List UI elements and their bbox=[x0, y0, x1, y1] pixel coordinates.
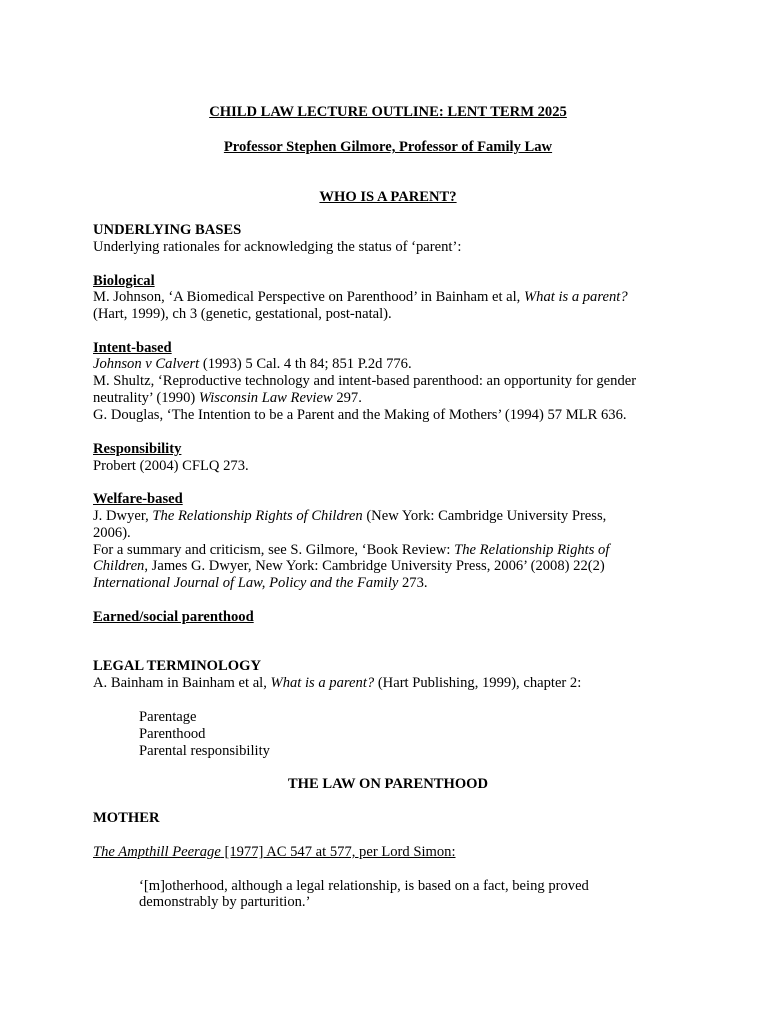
welfare-heading: Welfare-based bbox=[93, 491, 183, 507]
terminology-item-parental-responsibility: Parental responsibility bbox=[139, 743, 270, 759]
welfare-journal: International Journal of Law, Policy and the Family bbox=[93, 575, 399, 591]
biological-heading: Biological bbox=[93, 273, 155, 289]
terminology-text-1c: (Hart Publishing, 1999), chapter 2: bbox=[374, 675, 582, 691]
intent-heading: Intent-based bbox=[93, 340, 172, 356]
intent-text-3c: 297. bbox=[332, 390, 362, 406]
section-heading-who-is-a-parent: WHO IS A PARENT? bbox=[319, 189, 457, 205]
underlying-bases-intro: Underlying rationales for acknowledging the status of ‘parent’: bbox=[93, 239, 462, 255]
mother-case-name: The Ampthill Peerage bbox=[93, 844, 221, 860]
welfare-line-1 bbox=[93, 508, 683, 525]
welfare-text-3a: For a summary and criticism, see S. Gilmore, ‘Book Review: bbox=[93, 542, 455, 558]
responsibility-line-1: Probert (2004) CFLQ 273. bbox=[93, 458, 249, 474]
intent-journal: Wisconsin Law Review bbox=[198, 390, 333, 406]
welfare-text-1a: J. Dwyer, bbox=[93, 508, 153, 524]
terminology-item-parenthood: Parenthood bbox=[139, 726, 206, 742]
intent-case: Johnson v Calvert bbox=[93, 356, 200, 372]
terminology-line-1 bbox=[93, 675, 683, 692]
mother-case-line bbox=[93, 844, 683, 861]
intent-line-2: M. Shultz, ‘Reproductive technology and intent-based parenthood: an opportunity for gender bbox=[93, 373, 637, 389]
intent-cite: (1993) 5 Cal. 4 th 84; 851 P.2d 776. bbox=[199, 356, 412, 372]
mother-heading: MOTHER bbox=[93, 810, 160, 826]
welfare-text-5b: 273. bbox=[398, 575, 428, 591]
intent-line-1 bbox=[93, 356, 683, 373]
welfare-line-4 bbox=[93, 558, 683, 575]
welfare-text-4a: Children bbox=[93, 558, 145, 574]
section-heading-law-on-parenthood: THE LAW ON PARENTHOOD bbox=[287, 776, 489, 792]
welfare-text-3b: The Relationship Rights of bbox=[454, 542, 610, 558]
terminology-text-1b: What is a parent? bbox=[270, 675, 375, 691]
document-title: CHILD LAW LECTURE OUTLINE: LENT TERM 2025 bbox=[209, 104, 567, 120]
intent-line-3 bbox=[93, 390, 683, 407]
terminology-item-parentage: Parentage bbox=[139, 709, 197, 725]
underlying-bases-heading: UNDERLYING BASES bbox=[93, 222, 242, 238]
biological-text-1a: M. Johnson, ‘A Biomedical Perspective on Parenthood’ in Bainham et al, bbox=[93, 289, 524, 305]
legal-terminology-heading: LEGAL TERMINOLOGY bbox=[93, 658, 261, 674]
welfare-line-5 bbox=[93, 575, 683, 592]
welfare-line-2: 2006). bbox=[93, 525, 131, 541]
welfare-line-3 bbox=[93, 542, 683, 559]
intent-line-4: G. Douglas, ‘The Intention to be a Parent and the Making of Mothers’ (1994) 57 MLR 636. bbox=[93, 407, 627, 423]
mother-quote-line-1: ‘[m]otherhood, although a legal relationship, is based on a fact, being proved bbox=[139, 878, 589, 894]
welfare-text-4b: , James G. Dwyer, New York: Cambridge University Press, 2006’ (2008) 22(2) bbox=[144, 558, 605, 574]
terminology-text-1a: A. Bainham in Bainham et al, bbox=[93, 675, 271, 691]
mother-quote-line-2: demonstrably by parturition.’ bbox=[139, 894, 311, 910]
intent-text-3a: neutrality’ (1990) bbox=[93, 390, 199, 406]
mother-case-cite: [1977] AC 547 at 577, per Lord Simon: bbox=[220, 844, 456, 860]
biological-line-1 bbox=[93, 289, 683, 306]
responsibility-heading: Responsibility bbox=[93, 441, 182, 457]
biological-text-1b: What is a parent? bbox=[523, 289, 628, 305]
earned-social-heading: Earned/social parenthood bbox=[93, 609, 254, 625]
biological-line-2: (Hart, 1999), ch 3 (genetic, gestational, post-natal). bbox=[93, 306, 392, 322]
author-line: Professor Stephen Gilmore, Professor of Family Law bbox=[223, 139, 553, 155]
welfare-book-title: The Relationship Rights of Children bbox=[152, 508, 363, 524]
welfare-text-1c: (New York: Cambridge University Press, bbox=[362, 508, 607, 524]
